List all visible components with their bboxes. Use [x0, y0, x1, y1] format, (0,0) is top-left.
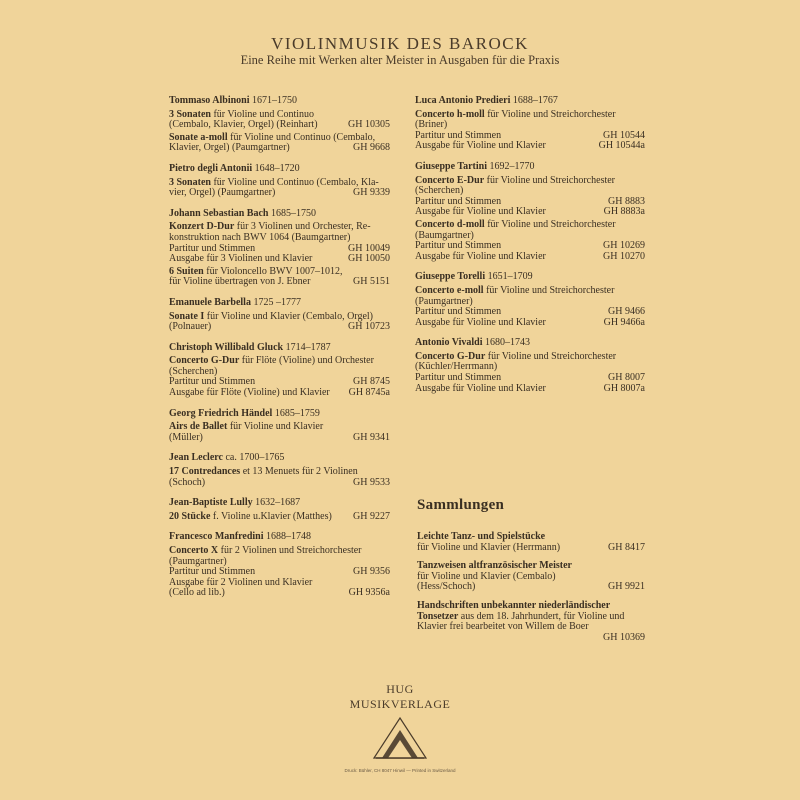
- right-column: [415, 96, 645, 404]
- work-description: für Violine und Streichorchester: [485, 350, 617, 362]
- composer-name: Pietro degli Antonii: [169, 162, 253, 174]
- composer-dates: 1632–1687: [255, 497, 301, 509]
- composer-heading: [169, 532, 390, 543]
- work-description: Klavier, Orgel) (Paumgartner): [169, 142, 290, 154]
- work-title: 20 Stücke: [169, 510, 211, 522]
- left-column: [169, 96, 390, 609]
- composer-entry: [169, 209, 390, 288]
- publisher-subname: MUSIKVERLAGE: [349, 697, 451, 711]
- composer-dates: 1714–1787: [285, 341, 331, 353]
- work-description: (Scherchen): [169, 365, 218, 377]
- work-description: für Violoncello BWV 1007–1012,: [203, 265, 343, 277]
- composer-dates: 1648–1720: [254, 162, 300, 174]
- entry-line: [415, 141, 645, 152]
- work-title: Tanzweisen altfranzösischer Meister: [417, 560, 572, 572]
- entry-line: [415, 110, 645, 121]
- entry-line: [169, 143, 390, 154]
- entry-line: [417, 633, 645, 644]
- work-description: Ausgabe für 3 Violinen und Klavier: [169, 253, 313, 265]
- catalog-number: GH 8007: [608, 372, 645, 384]
- work-description: für Violine und Continuo (Cembalo, Kla-: [210, 176, 379, 188]
- work-description: für Violine und Streichorchester: [484, 218, 616, 230]
- composer-entry: [169, 532, 390, 599]
- work-entry: [169, 422, 390, 443]
- work-entry: [169, 110, 390, 131]
- work-entry: [415, 176, 645, 218]
- work-description: (Hess/Schoch): [417, 581, 476, 593]
- work-description: (Paumgartner): [415, 295, 473, 307]
- work-title: 3 Sonaten: [169, 108, 211, 120]
- composer-name: Francesco Manfredini: [169, 531, 264, 543]
- composer-name: Giuseppe Tartini: [415, 160, 487, 172]
- composer-entry: [415, 162, 645, 262]
- entry-line: [169, 388, 390, 399]
- catalog-number: GH 9533: [353, 476, 390, 488]
- composer-entry: [169, 96, 390, 154]
- composer-entry: [169, 343, 390, 399]
- work-description: (Müller): [169, 431, 203, 443]
- work-description: (Cembalo, Klavier, Orgel) (Reinhart): [169, 119, 318, 131]
- work-title: Concerto G-Dur: [415, 350, 486, 362]
- composer-entry: [169, 453, 390, 488]
- composer-entry: [169, 164, 390, 199]
- entry-line: [169, 277, 390, 288]
- composer-dates: 1688–1767: [512, 95, 558, 106]
- work-entry: [169, 312, 390, 333]
- composer-name: Giuseppe Torelli: [415, 271, 486, 283]
- catalog-number: GH 10723: [348, 321, 390, 333]
- work-description: (Scherchen): [415, 185, 464, 197]
- work-description: für Violine und Streichorchester: [484, 174, 616, 186]
- catalog-number: GH 9921: [608, 581, 645, 593]
- work-description: Ausgabe für Violine und Klavier: [415, 316, 546, 328]
- work-description: Partitur und Stimmen: [169, 566, 256, 578]
- composer-name: Georg Friedrich Händel: [169, 407, 273, 419]
- work-entry: [169, 133, 390, 154]
- entry-line: [169, 478, 390, 489]
- entry-line: [169, 322, 390, 333]
- composer-heading: [415, 272, 645, 283]
- work-description: (Polnauer): [169, 321, 212, 333]
- catalog-number: GH 10544: [603, 129, 645, 141]
- entry-line: [415, 207, 645, 218]
- composer-dates: 1671–1750: [252, 95, 297, 106]
- hug-logo-icon: [372, 716, 428, 765]
- work-entry: [169, 222, 390, 264]
- work-title: 6 Suiten: [169, 265, 204, 277]
- work-description: Partitur und Stimmen: [415, 240, 502, 252]
- composer-name: Jean Leclerc: [169, 452, 223, 464]
- work-description: für Flöte (Violine) und Orchester: [239, 355, 374, 367]
- page-title: VIOLINMUSIK DES BAROCK: [271, 34, 529, 53]
- work-title: Concerto d-moll: [415, 218, 485, 230]
- work-title: Concerto X: [169, 545, 219, 556]
- catalog-number: GH 10049: [348, 242, 390, 254]
- composer-entry: [169, 409, 390, 444]
- publisher-name: HUG: [386, 682, 414, 696]
- work-title: Concerto h-moll: [415, 108, 485, 120]
- catalog-number: GH 9466a: [603, 316, 645, 328]
- work-description: et 13 Menuets für 2 Violinen: [240, 466, 358, 478]
- work-description: Ausgabe für Violine und Klavier: [415, 140, 546, 152]
- composer-heading: [169, 409, 390, 420]
- composer-name: Christoph Willibald Gluck: [169, 341, 284, 353]
- work-description: Partitur und Stimmen: [415, 306, 502, 318]
- work-description: Ausgabe für Violine und Klavier: [415, 206, 546, 218]
- work-entry: [415, 286, 645, 328]
- print-footer: Druck: Bühler, CH 8047 Hinwil — Printed in Switzerland: [344, 768, 456, 773]
- work-description: (Küchler/Herrmann): [415, 361, 498, 373]
- composer-entry: [169, 298, 390, 333]
- catalog-number: GH 10269: [603, 240, 645, 252]
- composer-dates: 1685–1750: [270, 207, 316, 219]
- work-description: für Violine und Continuo (Cembalo,: [227, 131, 376, 143]
- composer-heading: [169, 96, 390, 107]
- composer-name: Tommaso Albinoni: [169, 95, 250, 106]
- entry-line: [169, 588, 390, 599]
- work-entry: [415, 352, 645, 394]
- composer-dates: 1680–1743: [485, 337, 531, 349]
- catalog-number: GH 8745: [353, 376, 390, 388]
- composer-entry: [415, 338, 645, 394]
- composer-entry: [169, 498, 390, 522]
- work-description: f. Violine u.Klavier (Matthes): [210, 510, 332, 522]
- work-description: (Schoch): [169, 476, 206, 488]
- catalog-number: GH 9466: [608, 306, 645, 318]
- composer-dates: 1725 –1777: [253, 296, 301, 308]
- composer-entry: [415, 272, 645, 328]
- catalog-number: GH 8883a: [603, 206, 645, 218]
- work-entry: [169, 267, 390, 288]
- composer-name: Antonio Vivaldi: [415, 337, 483, 349]
- entry-line: [415, 384, 645, 395]
- work-description: für 2 Violinen und Streichorchester: [218, 545, 362, 556]
- work-description: für Violine und Klavier (Herrmann): [417, 541, 561, 553]
- work-title: Concerto e-moll: [415, 284, 484, 296]
- entry-line: [415, 252, 645, 263]
- catalog-number: GH 5151: [353, 276, 390, 288]
- composer-heading: [169, 209, 390, 220]
- work-description: für 3 Violinen und Orchester, Re-: [234, 221, 371, 233]
- work-entry: [415, 110, 645, 152]
- catalog-number: GH 9341: [353, 431, 390, 443]
- catalog-number: GH 10305: [348, 119, 390, 131]
- work-title: Handschriften unbekannter niederländischer: [417, 599, 611, 611]
- work-title: 17 Contredances: [169, 466, 241, 478]
- catalog-number: GH 10270: [603, 250, 645, 262]
- work-title: Airs de Ballet: [169, 421, 228, 433]
- composer-heading: [415, 96, 645, 107]
- work-title: 3 Sonaten: [169, 176, 211, 188]
- work-description: für Violine und Klavier: [227, 421, 324, 433]
- collection-entry: [417, 561, 645, 593]
- page-subtitle: Eine Reihe mit Werken alter Meister in Ausgaben für die Praxis: [240, 53, 560, 67]
- catalog-number: GH 8745a: [348, 387, 390, 399]
- work-entry: [169, 356, 390, 398]
- work-description: Partitur und Stimmen: [169, 242, 256, 254]
- composer-name: Johann Sebastian Bach: [169, 207, 269, 219]
- work-description: Ausgabe für Violine und Klavier: [415, 250, 546, 262]
- catalog-number: GH 10544a: [598, 140, 645, 152]
- work-entry: [169, 467, 390, 488]
- composer-entry: [415, 96, 645, 152]
- work-description: Partitur und Stimmen: [415, 372, 502, 384]
- catalog-number: GH 9339: [353, 187, 390, 199]
- composer-heading: [415, 338, 645, 349]
- work-entry: [169, 546, 390, 599]
- work-description: für Violine übertragen von J. Ebner: [169, 276, 311, 288]
- entry-line: [415, 318, 645, 329]
- work-description: Partitur und Stimmen: [415, 195, 502, 207]
- catalog-number: GH 9356a: [348, 587, 390, 599]
- work-description: Ausgabe für 2 Violinen und Klavier: [169, 576, 313, 588]
- work-description: Klavier frei bearbeitet von Willem de Boer: [417, 621, 589, 633]
- entry-line: [169, 254, 390, 265]
- work-description: konstruktion nach BWV 1064 (Baumgartner): [169, 231, 351, 243]
- work-entry: [169, 178, 390, 199]
- composer-heading: [169, 453, 390, 464]
- composer-dates: 1685–1759: [274, 407, 320, 419]
- composer-dates: 1692–1770: [489, 160, 535, 172]
- work-title: Tonsetzer: [417, 610, 459, 622]
- work-title: Concerto E-Dur: [415, 174, 485, 186]
- entry-line: [169, 188, 390, 199]
- work-description: Partitur und Stimmen: [415, 129, 502, 141]
- work-description: (Cello ad lib.): [169, 587, 225, 599]
- composer-dates: ca. 1700–1765: [225, 452, 285, 464]
- entry-line: [169, 512, 390, 523]
- catalog-number: GH 10050: [348, 253, 390, 265]
- work-description: für Violine und Streichorchester: [483, 284, 615, 296]
- composer-name: Jean-Baptiste Lully: [169, 497, 253, 509]
- sammlungen-list: [417, 532, 645, 651]
- catalog-number: GH 8883: [608, 195, 645, 207]
- work-description: aus dem 18. Jahrhundert, für Violine und: [458, 610, 625, 622]
- work-title: Sonate a-moll: [169, 131, 228, 143]
- sammlungen-heading: Sammlungen: [417, 497, 505, 513]
- catalog-number: GH 9668: [353, 142, 390, 154]
- catalog-number: GH 9227: [353, 510, 390, 522]
- work-entry: [415, 220, 645, 262]
- catalog-number: GH 10369: [603, 631, 645, 643]
- work-description: für Violine und Klavier (Cembalo, Orgel): [204, 310, 374, 322]
- work-title: Sonate I: [169, 310, 205, 322]
- composer-dates: 1651–1709: [487, 271, 533, 283]
- work-description: für Violine und Continuo: [210, 108, 315, 120]
- work-description: Partitur und Stimmen: [169, 376, 256, 388]
- work-description: (Briner): [415, 119, 448, 131]
- entry-line: [169, 120, 390, 131]
- collection-entry: [417, 601, 645, 643]
- work-title: Leichte Tanz- und Spielstücke: [417, 531, 546, 542]
- work-description: (Baumgartner): [415, 229, 474, 241]
- work-entry: [169, 512, 390, 523]
- catalog-number: GH 8417: [608, 541, 645, 553]
- collection-entry: [417, 532, 645, 553]
- work-title: Concerto G-Dur: [169, 355, 240, 367]
- composer-heading: [415, 162, 645, 173]
- entry-line: [169, 433, 390, 444]
- composer-dates: 1688–1748: [266, 531, 312, 543]
- catalog-number: GH 9356: [353, 566, 390, 578]
- work-description: Ausgabe für Violine und Klavier: [415, 382, 546, 394]
- composer-name: Luca Antonio Predieri: [415, 95, 511, 106]
- composer-heading: [169, 298, 390, 309]
- work-description: Ausgabe für Flöte (Violine) und Klavier: [169, 387, 330, 399]
- composer-heading: [169, 498, 390, 509]
- work-description: vier, Orgel) (Paumgartner): [169, 187, 276, 199]
- composer-heading: [169, 164, 390, 175]
- work-description: für Violine und Streichorchester: [484, 108, 616, 120]
- catalog-number: GH 8007a: [603, 382, 645, 394]
- work-title: Konzert D-Dur: [169, 221, 235, 233]
- work-description: für Violine und Klavier (Cembalo): [417, 570, 556, 582]
- work-description: (Paumgartner): [169, 555, 227, 567]
- entry-line: [417, 582, 645, 593]
- entry-line: [417, 543, 645, 554]
- composer-heading: [169, 343, 390, 354]
- composer-name: Emanuele Barbella: [169, 296, 251, 308]
